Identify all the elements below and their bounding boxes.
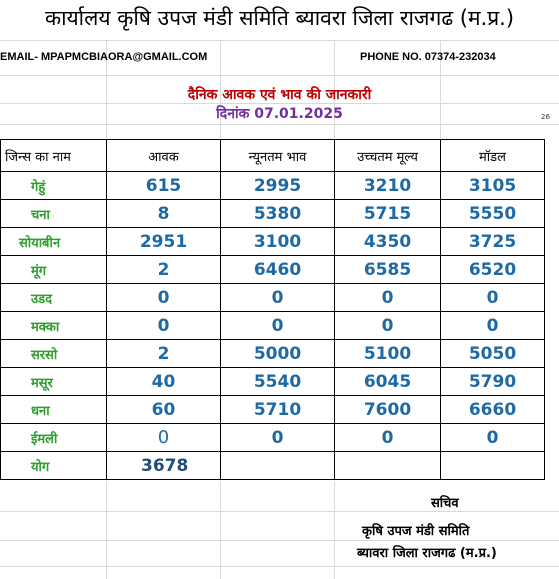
email-text: EMAIL- MPAPMCBIAORA@GMAIL.COM (0, 51, 208, 63)
max-price-value: 4350 (335, 228, 441, 256)
sheet-gridline (0, 40, 559, 41)
commodity-name: धना (1, 396, 107, 424)
sheet-gridline (334, 482, 335, 579)
min-price-value: 0 (221, 284, 335, 312)
modal-price-value: 0 (441, 424, 545, 452)
phone-text: PHONE NO. 07374-232034 (360, 51, 496, 63)
max-price-value: 6585 (335, 256, 441, 284)
commodity-name: सरसो (1, 340, 107, 368)
table-row (1, 284, 545, 312)
arrival-value: 0 (107, 312, 221, 340)
commodity-name: सोयाबीन (1, 228, 107, 256)
total-row (1, 452, 545, 480)
max-price-value: 6045 (335, 368, 441, 396)
arrival-value: 8 (107, 200, 221, 228)
max-price-value: 5715 (335, 200, 441, 228)
empty-cell (441, 452, 545, 480)
col-header-commodity: जिन्स का नाम (1, 140, 107, 172)
max-price-value: 5100 (335, 340, 441, 368)
sheet-gridline (0, 124, 559, 125)
sheet-gridline (0, 540, 559, 541)
min-price-value: 0 (221, 312, 335, 340)
office-title: कार्यालय कृषि उपज मंडी समिति ब्यावरा जिला राजगढ (म.प्र.) (44, 6, 515, 30)
table-row (1, 228, 545, 256)
commodity-name: मक्का (1, 312, 107, 340)
table-row (1, 368, 545, 396)
max-price-value: 3210 (335, 172, 441, 200)
max-price-value: 0 (335, 312, 441, 340)
arrival-value: 2 (107, 340, 221, 368)
modal-price-value: 5050 (441, 340, 545, 368)
min-price-value: 5380 (221, 200, 335, 228)
arrival-value: 615 (107, 172, 221, 200)
table-row (1, 396, 545, 424)
min-price-value: 5540 (221, 368, 335, 396)
table-row (1, 200, 545, 228)
signature-location: ब्यावरा जिला राजगढ (म.प्र.) (357, 546, 497, 561)
signature-designation: सचिव (431, 496, 459, 511)
sheet-gridline (220, 482, 221, 579)
min-price-value: 5000 (221, 340, 335, 368)
modal-price-value: 0 (441, 312, 545, 340)
signature-office: कृषि उपज मंडी समिति (362, 524, 470, 539)
modal-price-value: 5550 (441, 200, 545, 228)
modal-price-value: 0 (441, 284, 545, 312)
modal-price-value: 3725 (441, 228, 545, 256)
empty-cell (335, 452, 441, 480)
commodity-name: मूंग (1, 256, 107, 284)
table-row (1, 172, 545, 200)
col-header-arrival: आवक (107, 140, 221, 172)
max-price-value: 0 (335, 284, 441, 312)
table-row (1, 256, 545, 284)
empty-cell (221, 452, 335, 480)
corner-mark: 26 (541, 113, 550, 121)
modal-price-value: 6660 (441, 396, 545, 424)
commodity-name: मसूर (1, 368, 107, 396)
col-header-max-price: उच्चतम मूल्य (335, 140, 441, 172)
report-heading: दैनिक आवक एवं भाव की जानकारी (187, 87, 372, 103)
col-header-min-price: न्यूनतम भाव (221, 140, 335, 172)
sheet-gridline (0, 511, 559, 512)
rates-table (0, 139, 545, 480)
commodity-name: गेहुं (1, 172, 107, 200)
table-row (1, 312, 545, 340)
sheet-gridline (0, 566, 559, 567)
sheet-gridline (0, 75, 559, 76)
table-row (1, 340, 545, 368)
col-header-modal-price: मॉडल (441, 140, 545, 172)
min-price-value: 2995 (221, 172, 335, 200)
min-price-value: 6460 (221, 256, 335, 284)
min-price-value: 5710 (221, 396, 335, 424)
table-row (1, 424, 545, 452)
arrival-value: 0 (107, 424, 221, 452)
commodity-name: उडद (1, 284, 107, 312)
modal-price-value: 3105 (441, 172, 545, 200)
table-header-row (1, 140, 545, 172)
arrival-value: 2951 (107, 228, 221, 256)
min-price-value: 3100 (221, 228, 335, 256)
modal-price-value: 6520 (441, 256, 545, 284)
arrival-value: 0 (107, 284, 221, 312)
commodity-name: ईमली (1, 424, 107, 452)
max-price-value: 0 (335, 424, 441, 452)
report-date: दिनांक 07.01.2025 (216, 106, 343, 122)
arrival-value: 2 (107, 256, 221, 284)
max-price-value: 7600 (335, 396, 441, 424)
arrival-value: 60 (107, 396, 221, 424)
total-label: योग (1, 452, 107, 480)
sheet-gridline (106, 482, 107, 579)
arrival-value: 40 (107, 368, 221, 396)
modal-price-value: 5790 (441, 368, 545, 396)
commodity-name: चना (1, 200, 107, 228)
min-price-value: 0 (221, 424, 335, 452)
total-arrival-value: 3678 (107, 452, 221, 480)
